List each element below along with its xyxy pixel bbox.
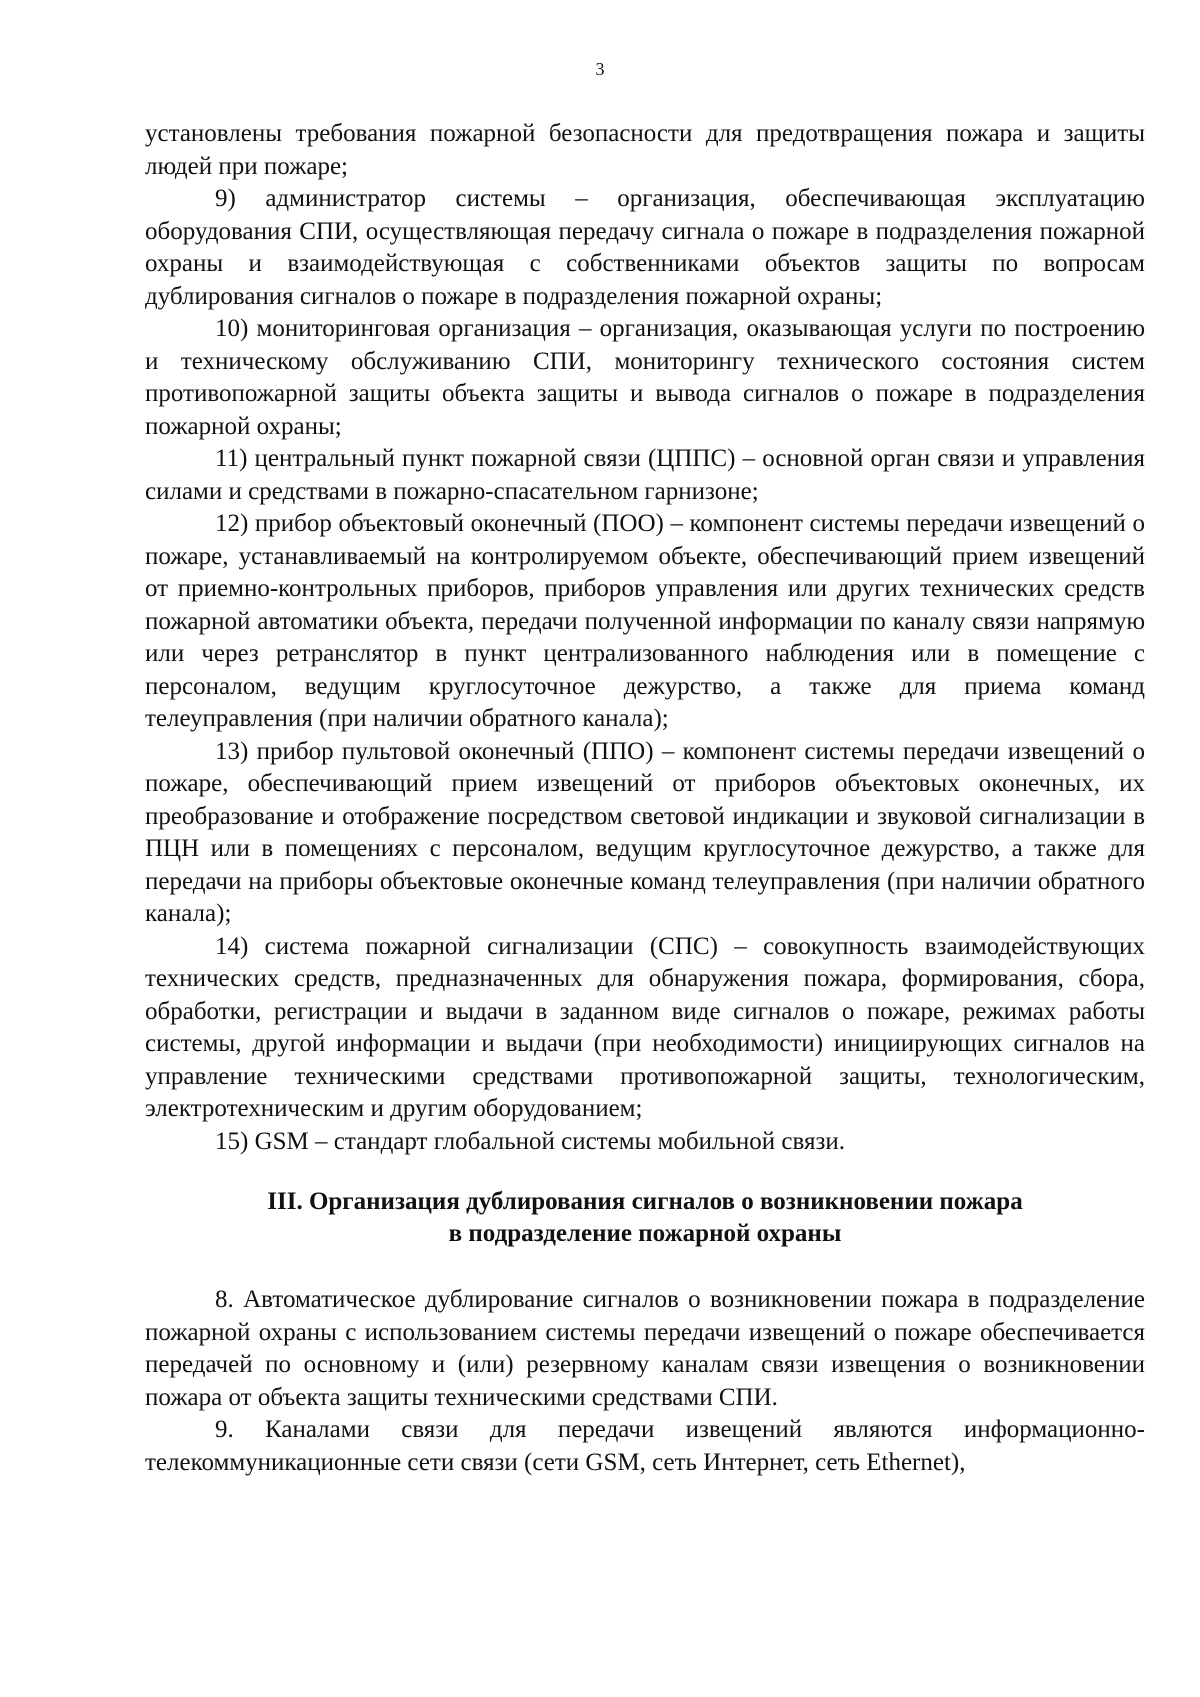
paragraphs-after xyxy=(145,1284,1145,1479)
section-heading-line-2: в подразделение пожарной охраны xyxy=(448,1220,842,1247)
paragraph-item-10: 10) мониторинговая организация – организация, оказывающая услуги по построению и техническому обслуживанию СПИ, мониторингу технического состояния систем противопожарной защиты объекта защиты и вывода сигналов о пожаре в подразделения пожарной охраны; xyxy=(145,315,1145,440)
paragraph-item-14: 14) система пожарной сигнализации (СПС) – совокупность взаимодействующих технических средств, предназначенных для обнаружения пожара, формирования, сбора, обработки, регистрации и выдачи в заданном виде сигналов о пожаре, режимах работы системы, другой информации и выдачи (при необходимости) инициирующих сигналов на управление техническими средствами противопожарной защиты, технологическим, электротехническим и другим оборудованием; xyxy=(145,932,1145,1122)
paragraph-item-15: 15) GSM – стандарт глобальной системы мобильной связи. xyxy=(215,1127,845,1155)
section-heading-line-1: III. Организация дублирования сигналов о возникновении пожара xyxy=(267,1188,1023,1215)
paragraph-item-13: 13) прибор пультовой оконечный (ППО) – компонент системы передачи извещений о пожаре, обеспечивающий прием извещений от приборов объектовых оконечных, их преобразование и отображение посредством световой индикации и звуковой сигнализации в ПЦН или в помещениях с персоналом, ведущим круглосуточное дежурство, а также для передачи на приборы объектовые оконечные команд телеуправления (при наличии обратного канала); xyxy=(145,737,1145,927)
paragraph-item-12: 12) прибор объектовый оконечный (ПОО) – компонент системы передачи извещений о пожаре, устанавливаемый на контролируемом объекте, обеспечивающий прием извещений от приемно-контрольных приборов, приборов управления или других технических средств пожарной автоматики объекта, передачи полученной информации по каналу связи напрямую или через ретранслятор в пункт централизованного наблюдения или в помещение с персоналом, ведущим круглосуточное дежурство, а также для приема команд телеуправления (при наличии обратного канала); xyxy=(145,510,1145,732)
paragraph-item-11: 11) центральный пункт пожарной связи (ЦППС) – основной орган связи и управления силами и средствами в пожарно-спасательном гарнизоне; xyxy=(145,445,1145,505)
paragraph-item-9: 9) администратор системы – организация, обеспечивающая эксплуатацию оборудования СПИ, осуществляющая передачу сигнала о пожаре в подразделения пожарной охраны и взаимодействующая с собственниками объектов защиты по вопросам дублирования сигналов о пожаре в подразделения пожарной охраны; xyxy=(145,185,1145,310)
paragraph-continuation: установлены требования пожарной безопасности для предотвращения пожара и защиты людей при пожаре; xyxy=(145,120,1145,180)
section-heading xyxy=(145,1186,1145,1250)
paragraph-clause-9: 9. Каналами связи для передачи извещений являются информационно-телекоммуникационные сети связи (сети GSM, сеть Интернет, сеть Ethernet), xyxy=(145,1416,1145,1476)
document-body xyxy=(145,118,1145,1479)
paragraphs-before xyxy=(145,118,1145,1158)
paragraph-clause-8: 8. Автоматическое дублирование сигналов о возникновении пожара в подразделение пожарной охраны с использованием системы передачи извещений о пожаре обеспечивается передачей по основному и (или) резервному каналам связи извещения о возникновении пожара от объекта защиты техническими средствами СПИ. xyxy=(145,1286,1145,1411)
page-number: 3 xyxy=(595,59,605,79)
